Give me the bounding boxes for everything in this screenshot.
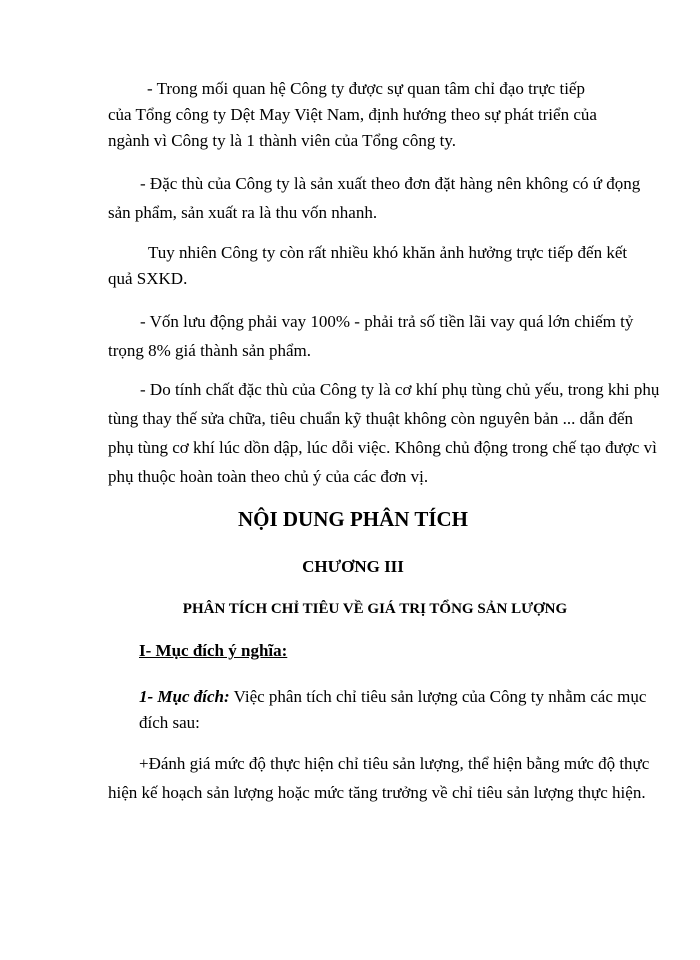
paragraph-line: - Vốn lưu động phải vay 100% - phải trả số tiền lãi vay quá lớn chiếm tỷ xyxy=(140,312,634,331)
paragraph-line: phụ thuộc hoàn toàn theo chủ ý của các đơn vị. xyxy=(108,467,429,486)
paragraph-line: hiện kế hoạch sản lượng hoặc mức tăng trưởng về chỉ tiêu sản lượng thực hiện. xyxy=(108,783,646,802)
paragraph-line: Tuy nhiên Công ty còn rất nhiều khó khăn ảnh hưởng trực tiếp đến kết xyxy=(148,243,628,262)
paragraph-line: trọng 8% giá thành sản phẩm. xyxy=(108,341,312,360)
paragraph-line: - Trong mối quan hệ Công ty được sự quan tâm chỉ đạo trực tiếp xyxy=(147,79,585,98)
paragraph-line: của Tổng công ty Dệt May Việt Nam, định hướng theo sự phát triển của xyxy=(108,105,597,124)
paragraph-line: - Đặc thù của Công ty là sản xuất theo đơn đặt hàng nên không có ứ đọng xyxy=(140,174,641,193)
paragraph-line: +Đánh giá mức độ thực hiện chỉ tiêu sản lượng, thể hiện bằng mức độ thực xyxy=(139,754,650,773)
subsection-label: 1- Mục đích: xyxy=(139,687,230,706)
paragraph-line: ngành vì Công ty là 1 thành viên của Tổng công ty. xyxy=(108,131,456,150)
paragraph-line xyxy=(139,686,646,708)
chapter-subtitle: PHÂN TÍCH CHỈ TIÊU VỀ GIÁ TRỊ TỔNG SẢN LƯỢNG xyxy=(182,601,568,617)
paragraph-line: quả SXKD. xyxy=(108,269,188,288)
paragraph-line: - Do tính chất đặc thù của Công ty là cơ khí phụ tùng chủ yếu, trong khi phụ xyxy=(140,380,660,399)
paragraph-line: sản phẩm, sản xuất ra là thu vốn nhanh. xyxy=(108,203,378,222)
section-heading: I- Mục đích ý nghĩa: xyxy=(139,641,288,660)
chapter-heading: CHƯƠNG III xyxy=(302,557,404,576)
page-title: NỘI DUNG PHÂN TÍCH xyxy=(237,507,469,531)
paragraph-line: phụ tùng cơ khí lúc dồn dập, lúc dỗi việc. Không chủ động trong chế tạo được vì xyxy=(108,438,657,457)
paragraph-line: tùng thay thế sửa chữa, tiêu chuẩn kỹ thuật không còn nguyên bản ... dẫn đến xyxy=(108,409,633,428)
paragraph-text: Việc phân tích chỉ tiêu sản lượng của Công ty nhằm các mục xyxy=(229,687,647,706)
paragraph-line: đích sau: xyxy=(139,713,200,732)
